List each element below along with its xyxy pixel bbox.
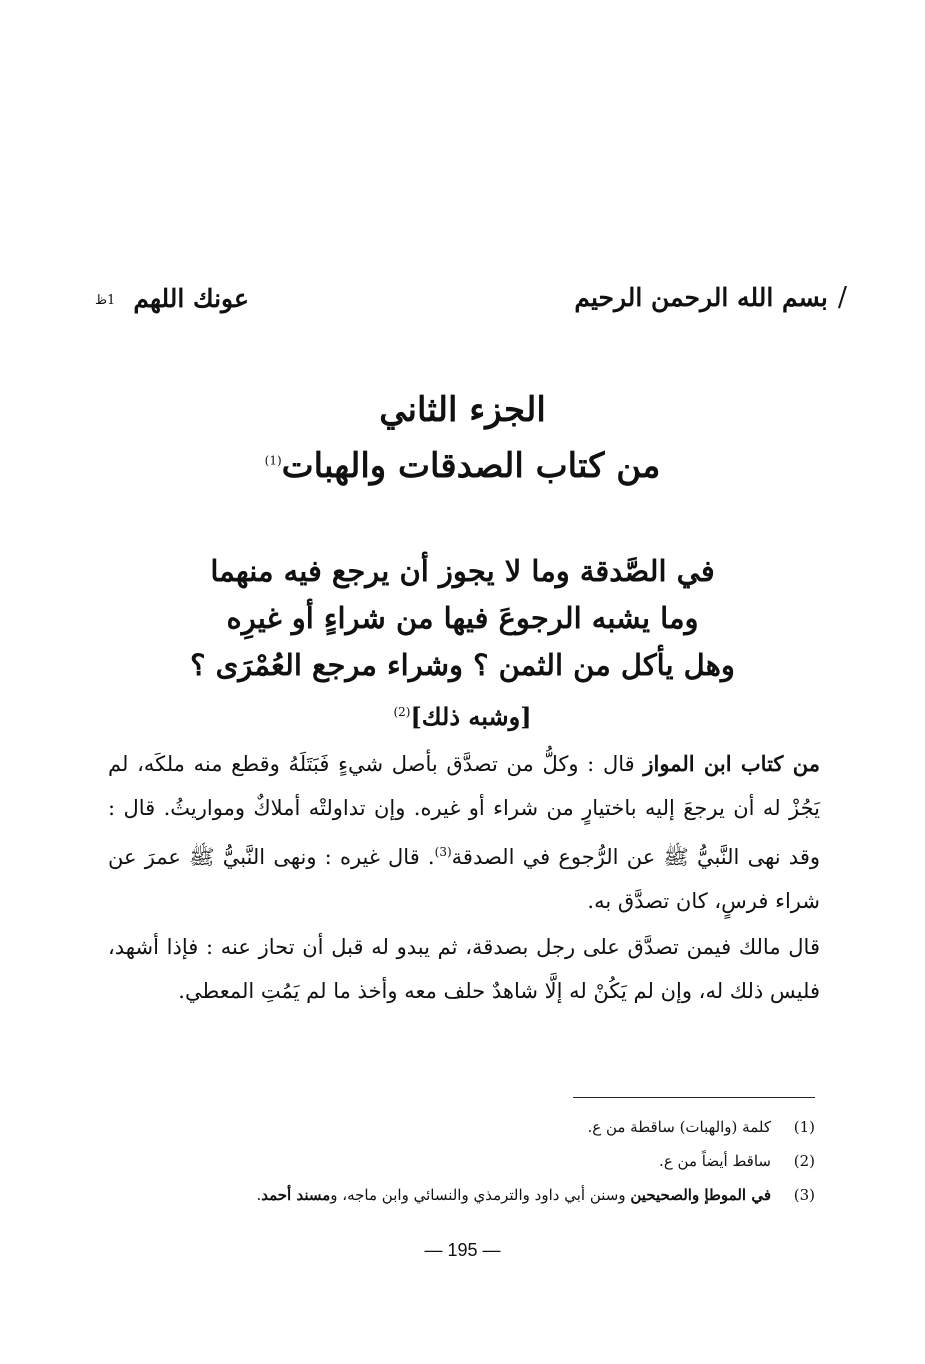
- paragraph-1-text-b: . قال غيره : ونهى النَّبيُّ ﷺ عمرَ عن شراء فرسٍ، كان تصدَّق به.: [108, 845, 820, 913]
- basmala-text: بسم الله الرحمن الرحيم: [574, 283, 828, 312]
- footnote-ref-1: (1): [264, 453, 282, 468]
- footnote-item: [215, 1178, 815, 1212]
- body-paragraph-2: قال مالك فيمن تصدَّق على رجل بصدقة، ثم يبدو له قبل أن تحاز عنه : فإذا أشهد، فليس ذلك له، وإن لم يَكُنْ له إلَّا شاهدٌ حلف معه وأخذ ما لم يَمُتِ المعطي.: [108, 935, 820, 1003]
- body-paragraph-1: [108, 742, 820, 923]
- book-title-text: من كتاب الصدقات والهبات: [281, 446, 661, 486]
- invocation-text: عونك اللهم: [133, 284, 249, 313]
- footnote-text: ساقط أيضاً من ع.: [659, 1152, 771, 1170]
- footnote-number: (1): [793, 1118, 815, 1136]
- folio-slash-marker: /: [837, 282, 847, 313]
- manuscript-folio-marker: 1ظ: [95, 293, 116, 308]
- book-title: [0, 446, 925, 486]
- footnote-text-end: .: [256, 1186, 262, 1204]
- chapter-heading-line-2: وما يشبه الرجوعَ فيها من شراءٍ أو غيرِه: [226, 601, 699, 635]
- page-header-basmala: [574, 282, 847, 313]
- chapter-heading-bracket-text: [وشبه ذلك]: [410, 702, 532, 731]
- chapter-heading-line-3: وهل يأكل من الثمن ؟ وشراء مرجع العُمْرَى ؟: [190, 648, 735, 682]
- chapter-heading: [0, 548, 925, 740]
- footnotes-section: [215, 1110, 815, 1212]
- footnote-number: (3): [793, 1186, 815, 1204]
- source-citation: من كتاب ابن المواز: [643, 751, 820, 776]
- footnote-ref-3: (3): [434, 845, 452, 859]
- footnote-text: كلمة (والهبات) ساقطة من ع.: [587, 1118, 771, 1136]
- chapter-heading-line-1: في الصَّدقة وما لا يجوز أن يرجع فيه منهما: [210, 554, 715, 588]
- footnote-text: وسنن أبي داود والترمذي والنسائي وابن ماجه، و: [330, 1186, 631, 1204]
- page-header-invocation: [95, 284, 249, 313]
- paragraph-1-text-a: قال : وكلُّ من تصدَّق بأصل شيءٍ فَبَتَلَهُ وقطع منه ملكَه، لم يَجُزْ له أن يرجعَ إليه باختيارٍ من شراء أو غيره. وإن تداولتْه أملاكٌ ومواريثُ. قال : وقد نهى النَّبيُّ ﷺ عن الرُّجوع في الصدقة: [108, 752, 820, 869]
- footnote-item: [215, 1144, 815, 1178]
- chapter-heading-line-4: [0, 689, 925, 740]
- footnote-item: [215, 1110, 815, 1144]
- page-number: — 195 —: [424, 1240, 501, 1260]
- footnote-ref-2: (2): [393, 705, 411, 719]
- footnote-bold-sources: في الموطإ والصحيحين: [630, 1186, 771, 1204]
- footnote-number: (2): [793, 1152, 815, 1170]
- footnote-bold-musnad: مسند أحمد: [261, 1186, 331, 1204]
- footnote-separator: [573, 1097, 815, 1098]
- part-title: الجزء الثاني: [379, 390, 546, 430]
